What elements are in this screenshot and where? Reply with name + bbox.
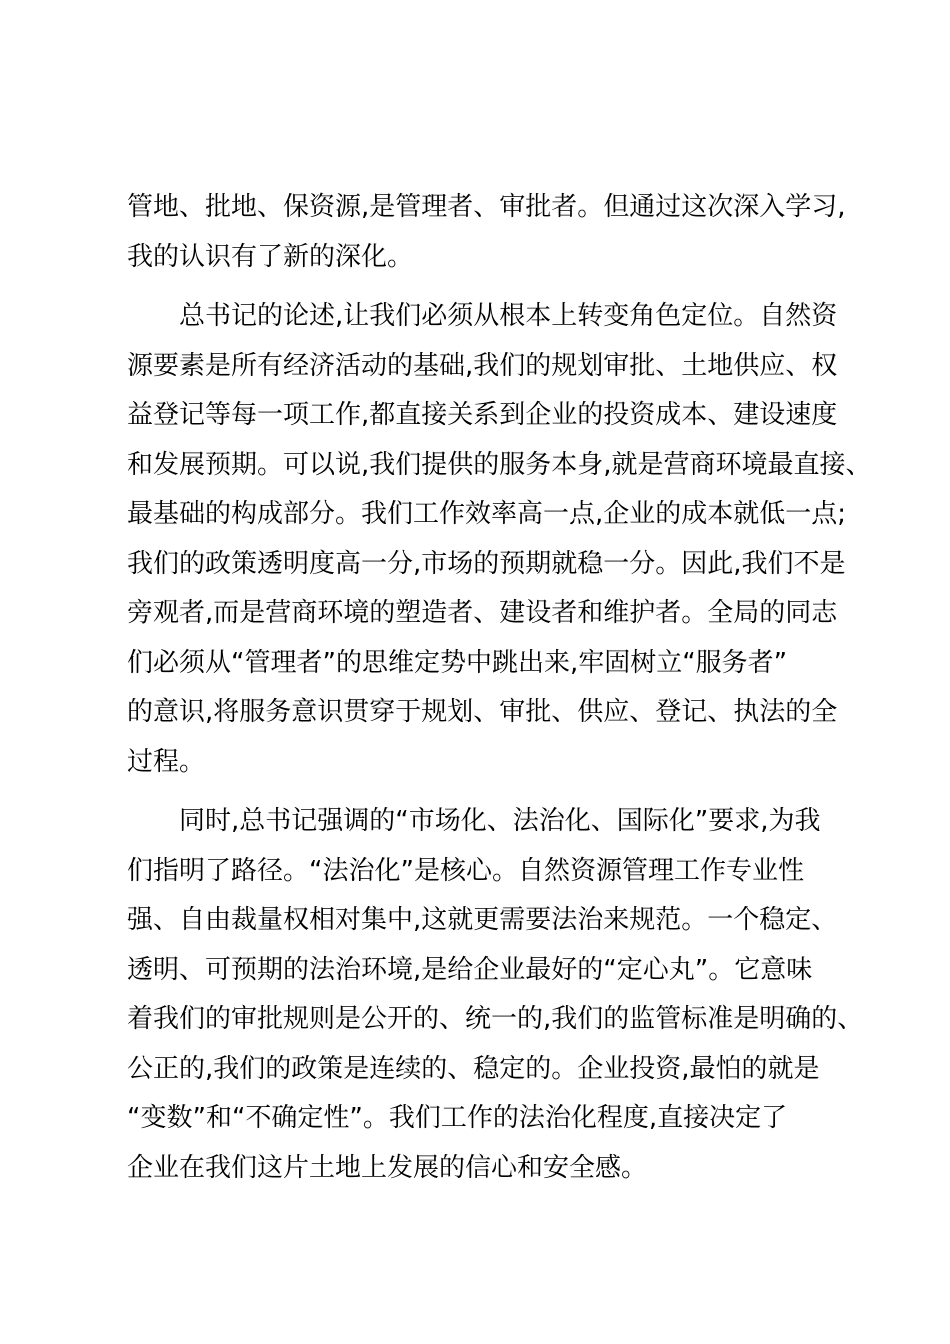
text-line: 着我们的审批规则是公开的、统一的,我们的监管标准是明确的、: [127, 1004, 864, 1034]
text-line: 总书记的论述,让我们必须从根本上转变角色定位。自然资: [127, 301, 838, 331]
text-line: 最基础的构成部分。我们工作效率高一点,企业的成本就低一点;: [127, 499, 847, 529]
text-line: 公正的,我们的政策是连续的、稳定的。企业投资,最怕的就是: [127, 1053, 820, 1084]
text-line: 强、自由裁量权相对集中,这就更需要法治来规范。一个稳定、: [127, 905, 838, 935]
text-line: 同时,总书记强调的“市场化、法治化、国际化”要求,为我: [127, 806, 821, 836]
text-line: 管地、批地、保资源,是管理者、审批者。但通过这次深入学习,: [127, 192, 846, 222]
text-line: 企业在我们这片土地上发展的信心和安全感。: [127, 1152, 648, 1183]
paragraph-gap: [127, 787, 847, 797]
text-line: 的意识,将服务意识贯穿于规划、审批、供应、登记、执法的全: [127, 697, 838, 727]
paragraph-1: [127, 183, 847, 282]
text-line: 们必须从“管理者”的思维定势中跳出来,牢固树立“服务者”: [127, 647, 788, 678]
text-line: 益登记等每一项工作,都直接关系到企业的投资成本、建设速度: [127, 400, 838, 430]
paragraph-2: [127, 292, 872, 787]
text-line: 我的认识有了新的深化。: [127, 241, 414, 272]
text-line: 和发展预期。可以说,我们提供的服务本身,就是营商环境最直接、: [127, 449, 872, 480]
text-line: 过程。: [127, 746, 206, 777]
text-line: 源要素是所有经济活动的基础,我们的规划审批、土地供应、权: [127, 350, 838, 381]
text-line: “变数”和“不确定性”。我们工作的法治化程度,直接决定了: [127, 1103, 788, 1133]
document-body: [127, 183, 872, 1193]
text-line: 旁观者,而是营商环境的塑造者、建设者和维护者。全局的同志: [127, 598, 838, 628]
paragraph-3: [127, 797, 864, 1193]
paragraph-gap: [127, 282, 847, 292]
text-line: 我们的政策透明度高一分,市场的预期就稳一分。因此,我们不是: [127, 548, 846, 579]
text-line: 透明、可预期的法治环境,是给企业最好的“定心丸”。它意味: [127, 954, 813, 985]
text-line: 们指明了路径。“法治化”是核心。自然资源管理工作专业性: [127, 855, 804, 886]
